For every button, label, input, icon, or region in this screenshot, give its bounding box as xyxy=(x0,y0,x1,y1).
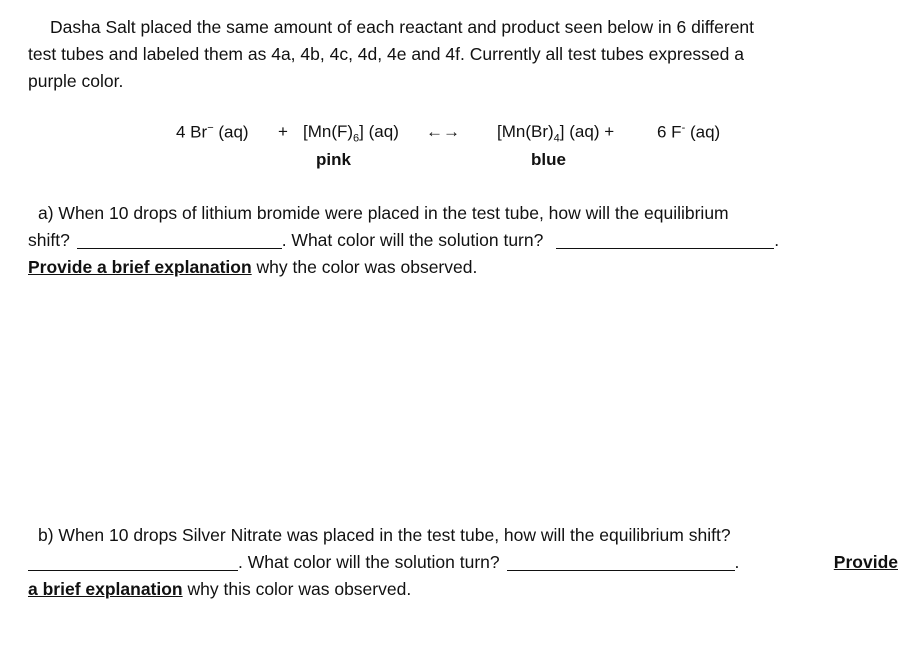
intro-line-2: test tubes and labeled them as 4a, 4b, 4c, 4d, 4e and 4f. Currently all test tubes expressed a xyxy=(28,44,744,64)
question-b-line-2: . What color will the solution turn? . Provide xyxy=(28,549,898,576)
intro-line-1: Dasha Salt placed the same amount of each reactant and product seen below in 6 different xyxy=(50,17,755,37)
explanation-prompt-b: a brief explanation xyxy=(28,579,183,599)
question-a-line-1: a) When 10 drops of lithium bromide were placed in the test tube, how will the equilibrium xyxy=(38,203,729,223)
equilibrium-arrow-icon: ←→ xyxy=(426,122,460,141)
intro-paragraph xyxy=(28,14,898,95)
question-a xyxy=(28,200,898,281)
plus-sign-1: + xyxy=(278,122,288,141)
shift-answer-blank-b[interactable] xyxy=(28,552,238,571)
question-a-line-3: Provide a brief explanation why the color was observed. xyxy=(28,257,478,277)
label-pink: pink xyxy=(316,150,351,169)
color-answer-blank[interactable] xyxy=(556,230,774,249)
mnf6-reactant: $[Mn(F)_6]$ (aq) xyxy=(303,122,399,145)
question-b-line-3: a brief explanation why this color was observed. xyxy=(28,579,412,599)
question-b xyxy=(28,522,898,603)
mnbr4-product: $[Mn(Br)_4] (aq)$ + xyxy=(497,122,615,145)
shift-answer-blank[interactable] xyxy=(77,230,282,249)
fluoride-product: 6 F- (aq) xyxy=(657,122,721,142)
label-blue: blue xyxy=(531,150,566,169)
question-b-line-1: b) When 10 drops Silver Nitrate was placed in the test tube, how will the equilibrium shift? xyxy=(38,525,731,545)
provide-prompt: Provide xyxy=(833,552,898,572)
question-a-line-2: shift? . What color will the solution turn? . xyxy=(28,230,780,250)
color-answer-blank-b[interactable] xyxy=(507,552,735,571)
bromide-reactant: 4 Br− (aq) xyxy=(176,122,249,142)
intro-line-3: purple color. xyxy=(28,71,124,91)
explanation-prompt: Provide a brief explanation xyxy=(28,257,252,277)
